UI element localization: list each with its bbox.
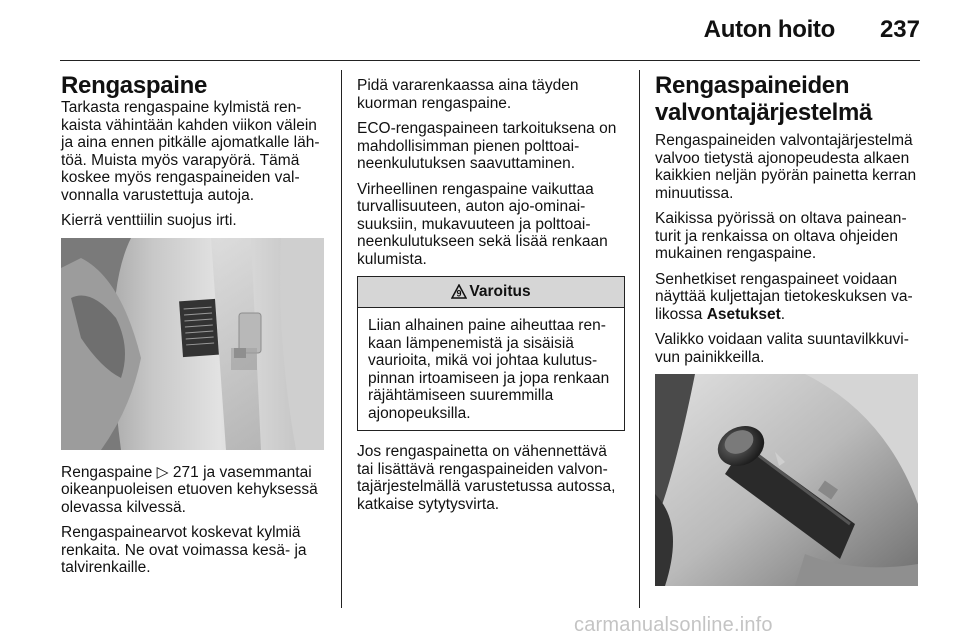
paragraph: Virheellinen rengaspaine vaikuttaa turvallisuuteen, auton ajo-ominaisuuksiin, mukavuuteen ja polttoaineenkulutukseen sekä lisää renkaan kulumista. <box>357 180 608 268</box>
header-divider <box>60 60 920 61</box>
paragraph: Senhetkiset rengaspaineet voidaan näyttää kuljettajan tietokeskuksen valikossa Asetukset. <box>655 270 913 323</box>
warning-header <box>358 277 624 308</box>
warning-title: Varoitus <box>469 283 531 300</box>
paragraph: Jos rengaspainetta on vähennettävä tai lisättävä rengaspaineiden valvontajärjestelmällä varustetussa autossa, katkaise sytytysvirta. <box>357 443 616 513</box>
section-heading-tpms: Rengaspaineiden valvontajärjestelmä <box>655 72 873 126</box>
paragraph: Rengaspaineiden valvontajärjestelmä valvoo tietystä ajonopeudesta alkaen kaikkien neljän pyörän painetta kerran minuutissa. <box>655 132 917 202</box>
section-heading-tire-pressure: Rengaspaine <box>61 72 208 99</box>
paragraph: Rengaspaine ▷ 271 ja vasemmantai oikeanpuoleisen etuoven kehyksessä olevassa kilvessä. <box>61 463 318 516</box>
page-header <box>0 0 960 50</box>
column-2 <box>357 77 625 521</box>
warning-text: Liian alhainen paine aiheuttaa renkaan lämpenemistä ja sisäisiä vaurioita, mikä voi johtaa kulutuspinnan irtoamiseen ja jopa renkaan räjähtämiseen suuremmilla ajonopeuksilla. <box>368 317 610 422</box>
column-1 <box>61 72 327 585</box>
svg-text:9: 9 <box>456 288 462 299</box>
paragraph: Pidä vararenkaassa aina täyden kuorman rengaspaine. <box>357 77 579 112</box>
turn-signal-lever-photo <box>655 374 918 586</box>
warning-triangle-icon <box>451 284 467 299</box>
column-divider-1 <box>341 70 342 608</box>
watermark: carmanualsonline.info <box>574 614 773 636</box>
paragraph: Rengaspainearvot koskevat kylmiä renkaita. Ne ovat voimassa kesä- ja talvirenkaille. <box>61 524 307 576</box>
warning-box <box>357 276 625 431</box>
page-reference[interactable]: 271 <box>172 463 199 481</box>
paragraph: Tarkasta rengaspaine kylmistä renkaista vähintään kahden viikon välein ja aina ennen pitkälle ajomatkalle lähtöä. Muista myös varapyörä. Tämä koskee myös rengaspaineiden valvonnalla varustettuja autoja. <box>61 99 320 204</box>
paragraph: Kierrä venttiilin suojus irti. <box>61 212 237 229</box>
paragraph: Valikko voidaan valita suuntavilkkuvivun painikkeilla. <box>655 331 909 366</box>
paragraph: ECO-rengaspaineen tarkoituksena on mahdollisimman pienen polttoaineenkulutuksen saavuttaminen. <box>357 120 617 172</box>
chapter-title: Auton hoito <box>703 16 835 43</box>
page-ref-arrow-icon: ▷ <box>156 463 169 481</box>
page-number: 237 <box>879 16 920 43</box>
column-3 <box>655 72 923 586</box>
menu-name-settings: Asetukset <box>706 305 781 323</box>
paragraph: Kaikissa pyörissä on oltava paineanturit ja renkaissa on oltava ohjeiden mukainen rengaspaine. <box>655 210 907 262</box>
door-frame-tire-label-photo <box>61 238 324 450</box>
column-divider-2 <box>639 70 640 608</box>
